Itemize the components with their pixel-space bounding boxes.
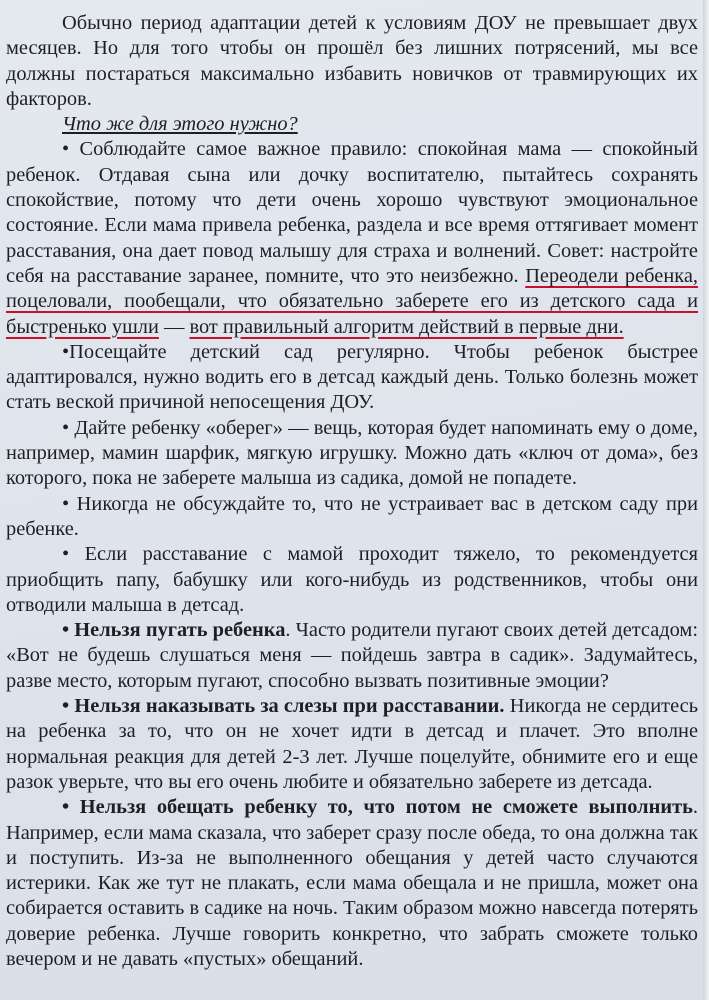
rule-heading: • Нельзя пугать ребенка [62, 619, 286, 642]
tip-talisman: • Дайте ребенку «оберег» — вещь, которая будет напоминать ему о доме, например, мамин шарфик, мягкую игрушку. Можно дать «ключ от дома», без которого, пока не заберете малыша из садика, домой не попадете. [6, 416, 698, 490]
rule-heading: • Нельзя наказывать за слезы при расставании. [62, 695, 505, 718]
intro-paragraph: Обычно период адаптации детей к условиям ДОУ не превышает двух месяцев. Но для того чтобы он прошёл без лишних потрясений, мы все должны постараться максимально избавить новичков от травмирующих их факторов. [6, 12, 698, 110]
rule-no-punishing [6, 694, 698, 795]
page-edge [703, 0, 709, 1000]
dash: — [158, 315, 190, 338]
underlined-text: вот правильный алгоритм действий в первые дни. [189, 315, 624, 338]
tip-no-discussion: • Никогда не обсуждайте то, что не устраивает вас в детском саду при ребенке. [6, 492, 698, 540]
rule-no-scaring [6, 618, 698, 694]
tip-regular-visits: •Посещайте детский сад регулярно. Чтобы ребенок быстрее адаптировался, нужно водить его в детсад каждый день. Только болезнь может стать веской причиной непосещения ДОУ. [6, 340, 698, 414]
tip-text: • Соблюдайте самое важное правило: спокойная мама — спокойный ребенок. Отдавая сына или дочку воспитателю, пытайтесь сохранять спокойствие, потому что дети очень хорошо чувствуют эмоциональное состояние. Если мама привела ребенка, раздела и все время оттягивает момент расставания, она дает повод малышу для страха и волнений. Совет: настройте себя на расставание заранее, помните, что это неизбежно. [6, 138, 698, 287]
underlined-text: Переодели ребенка, поцеловали, пообещали, что обязательно заберете его из детского сада и быстренько ушли [6, 264, 698, 338]
tip-relatives: • Если расставание с мамой проходит тяжело, то рекомендуется приобщить папу, бабушку или кого-нибудь из родственников, чтобы они отводили малыша в детсад. [6, 543, 698, 616]
cut-off-line [6, 0, 698, 11]
rule-text: . Часто родители пугают своих детей детсадом: «Вот не будешь слушаться меня — пойдешь завтра в садик». Задумайтесь, разве место, которым пугают, способно вызвать позитивные эмоции? [6, 619, 699, 692]
rule-heading: • Нельзя обещать ребенку то, что потом не сможете выполнить [62, 796, 693, 819]
section-question: Что же для этого нужно? [62, 113, 298, 136]
tip-calm-mother [6, 137, 698, 339]
rule-text: Никогда не сердитесь на ребенка за то, что он не хочет идти в детсад и плачет. Это вполне нормальная реакция для детей 2-3 лет. Лучше поцелуйте, обнимите его и еще разок уверьте, что вы его очень любите и обязательно заберете из детсада. [6, 695, 698, 793]
rule-text: . Например, если мама сказала, что заберет сразу после обеда, то она должна так и поступить. Из-за не выполненного обещания у детей часто случаются истерики. Как же тут не плакать, если мама обещала и не пришла, может она собирается оставить в садике на ночь. Таким образом можно навсегда потерять доверие ребенка. Лучше говорить конкретно, что забрать сможете только вечером и не давать «пустых» обещаний. [6, 796, 698, 970]
document-page [6, 0, 698, 972]
rule-no-false-promises [6, 795, 698, 972]
